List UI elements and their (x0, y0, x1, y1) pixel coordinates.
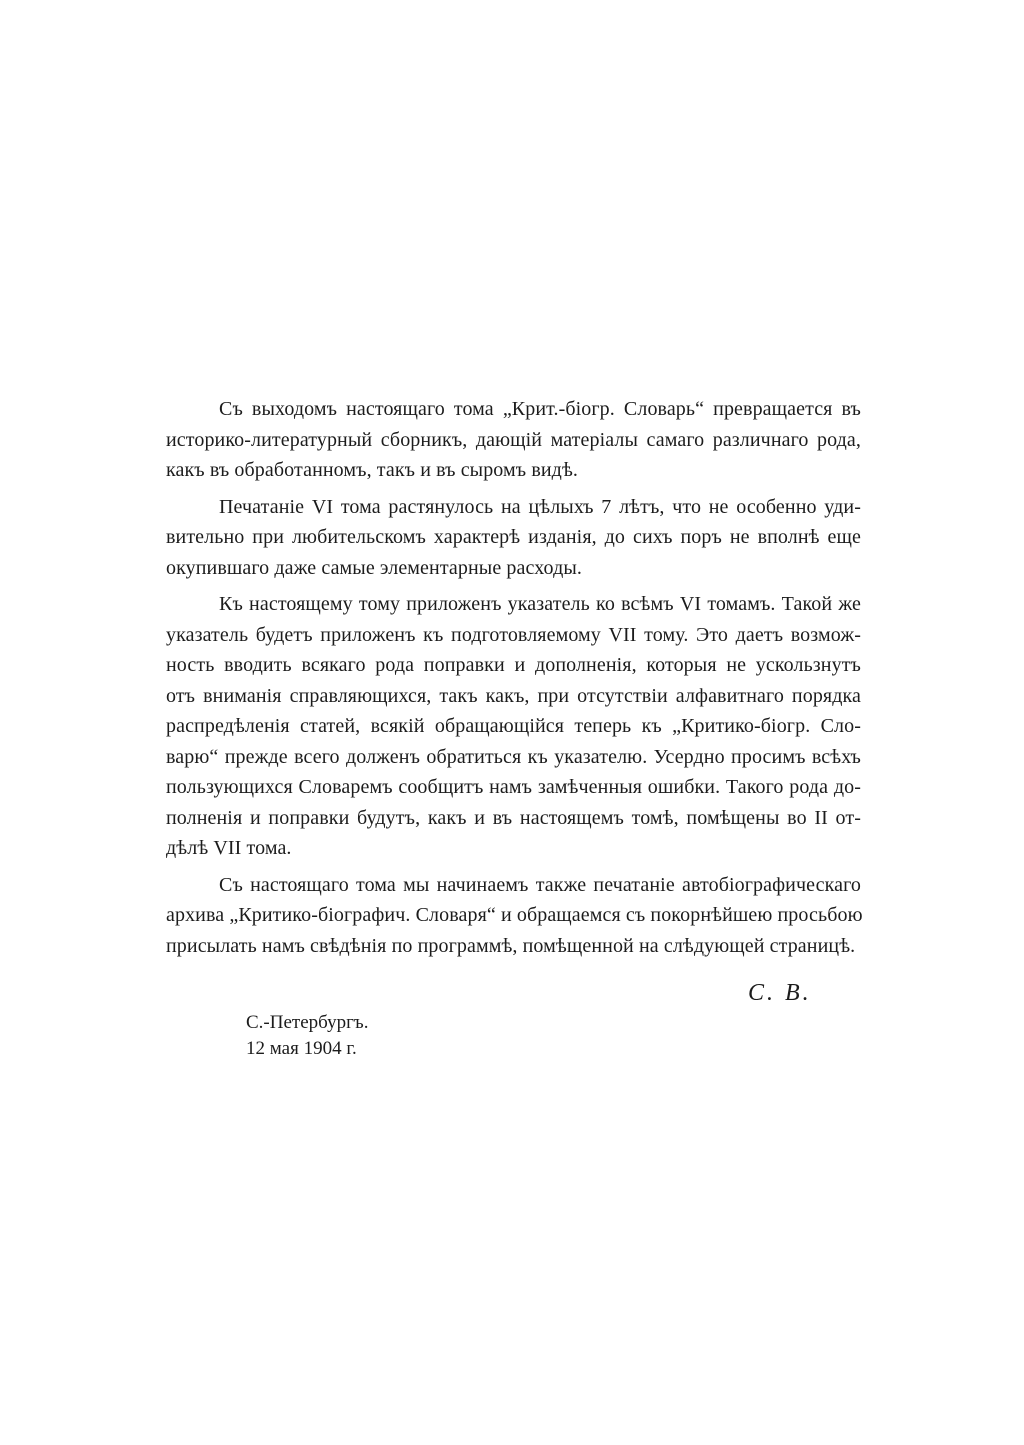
text-line: распредѣленія статей, всякій обращающійся теперь къ „Критико-біогр. Сло- (166, 715, 861, 737)
text-line: отъ вниманія справляющихся, такъ какъ, при отсутствіи алфавитнаго порядка (166, 684, 861, 707)
text-line: варю“ прежде всего долженъ обратиться къ указателю. Усердно просимъ всѣхъ (166, 745, 861, 768)
text-line: пользующихся Словаремъ сообщитъ намъ замѣченныя ошибки. Такого рода до- (166, 776, 861, 798)
place-date-block (246, 1010, 368, 1062)
text-line: историко-литературный сборникъ, дающій матеріалы самаго различнаго рода, (166, 428, 861, 451)
text-line: Съ настоящаго тома мы начинаемъ также печатаніе автобіографическаго (219, 873, 861, 896)
place-line: С.-Петербургъ. (246, 1012, 369, 1033)
paragraph-4 (166, 870, 861, 962)
paragraph-3 (166, 589, 861, 864)
text-line: архива „Критико-біографич. Словаря“ и обращаемся съ покорнѣйшею просьбою (166, 904, 863, 926)
text-line: указатель будетъ приложенъ къ подготовляемому VII тому. Это даетъ возмож- (166, 623, 861, 646)
text-line: какъ въ обработанномъ, такъ и въ сыромъ видѣ. (166, 459, 579, 481)
text-line: Печатаніе VI тома растянулось на цѣлыхъ 7 лѣтъ, что не особенно уди- (219, 495, 861, 518)
text-line: присылать намъ свѣдѣнія по программѣ, помѣщенной на слѣдующей страницѣ. (166, 934, 856, 957)
paragraph-1 (166, 394, 861, 486)
text-line: полненія и поправки будутъ, какъ и въ настоящемъ томѣ, помѣщены во II от- (166, 806, 861, 829)
text-line: Къ настоящему тому приложенъ указатель ко всѣмъ VI томамъ. Такой же (219, 593, 861, 615)
text-line: Съ выходомъ настоящаго тома „Крит.-біогр. Словарь“ превращается въ (219, 398, 861, 420)
paragraph-2 (166, 492, 861, 584)
text-line: окупившаго даже самые элементарные расходы. (166, 556, 582, 579)
date-line: 12 мая 1904 г. (246, 1038, 357, 1059)
text-line: дѣлѣ VII тома. (166, 837, 292, 859)
signature-initials: С. В. (748, 980, 812, 1006)
document-body (166, 394, 861, 961)
text-line: ность вводить всякаго рода поправки и дополненія, которыя не ускользнутъ (166, 654, 861, 676)
text-line: вительно при любительскомъ характерѣ изданія, до сихъ поръ не вполнѣ еще (166, 526, 861, 548)
